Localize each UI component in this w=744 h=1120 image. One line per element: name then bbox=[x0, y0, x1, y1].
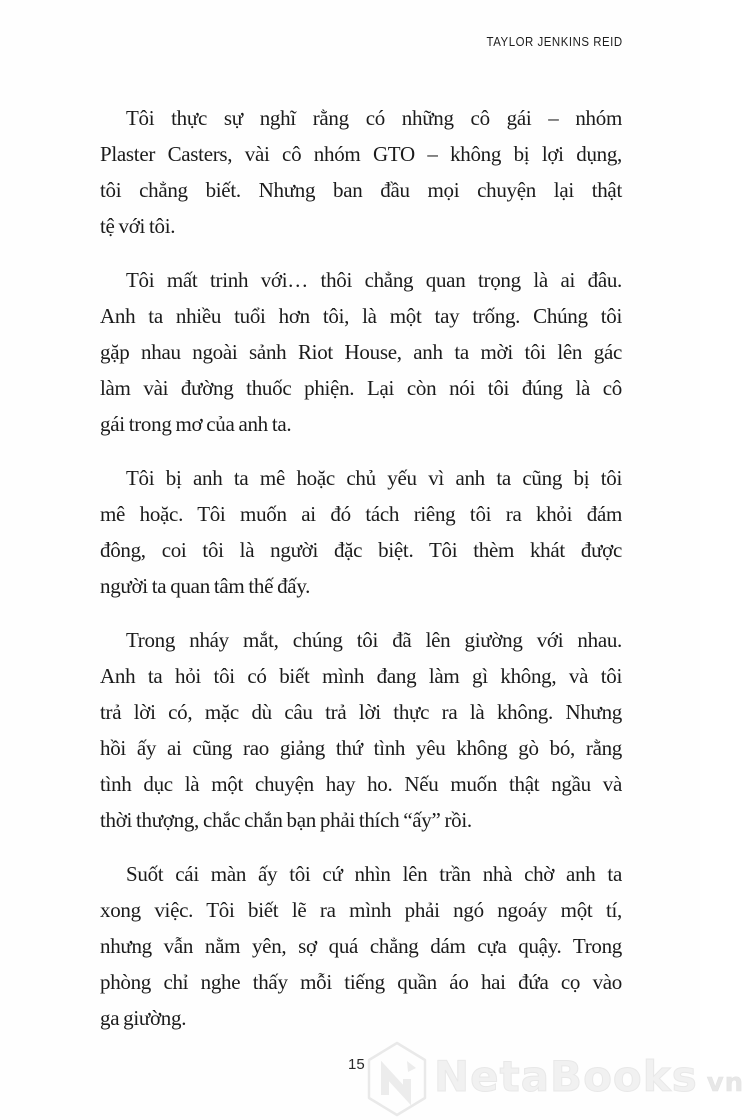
text-line: Anh ta hỏi tôi có biết mình đang làm gì không, và tôi bbox=[100, 664, 622, 688]
text-line: trả lời có, mặc dù câu trả lời thực ra là không. Nhưng bbox=[100, 700, 622, 724]
text-line: Trong nháy mắt, chúng tôi đã lên giường với nhau. bbox=[126, 628, 622, 652]
page-number: 15 bbox=[348, 1056, 365, 1073]
text-line: ga giường. bbox=[100, 1006, 187, 1030]
netabooks-wordmark bbox=[434, 1052, 744, 1101]
text-line: xong việc. Tôi biết lẽ ra mình phải ngó ngoáy một tí, bbox=[100, 898, 622, 922]
paragraph-2 bbox=[100, 262, 622, 442]
text-line: gái trong mơ của anh ta. bbox=[100, 412, 292, 436]
text-line: thời thượng, chắc chắn bạn phải thích “ấy” rồi. bbox=[100, 808, 472, 832]
text-line: Tôi thực sự nghĩ rằng có những cô gái – nhóm bbox=[126, 106, 622, 130]
text-line: gặp nhau ngoài sảnh Riot House, anh ta mời tôi lên gác bbox=[100, 340, 622, 364]
text-line: tôi chẳng biết. Nhưng ban đầu mọi chuyện lại thật bbox=[100, 178, 622, 202]
text-line: người ta quan tâm thế đấy. bbox=[100, 574, 311, 598]
text-line: tệ với tôi. bbox=[100, 214, 176, 238]
paragraph-4 bbox=[100, 622, 622, 838]
text-line: mê hoặc. Tôi muốn ai đó tách riêng tôi ra khỏi đám bbox=[100, 502, 622, 526]
netabooks-domain-suffix: vn bbox=[706, 1068, 744, 1098]
text-line: Suốt cái màn ấy tôi cứ nhìn lên trần nhà chờ anh ta bbox=[126, 862, 622, 886]
paragraph-1 bbox=[100, 100, 622, 244]
text-line: làm vài đường thuốc phiện. Lại còn nói tôi đúng là cô bbox=[100, 376, 622, 400]
text-line: Tôi bị anh ta mê hoặc chủ yếu vì anh ta cũng bị tôi bbox=[126, 466, 622, 490]
text-line: phòng chỉ nghe thấy mỗi tiếng quần áo hai đứa cọ vào bbox=[100, 970, 622, 994]
text-line: đông, coi tôi là người đặc biệt. Tôi thèm khát được bbox=[100, 538, 622, 562]
text-line: tình dục là một chuyện hay ho. Nếu muốn thật ngầu và bbox=[100, 772, 622, 796]
text-line: Anh ta nhiều tuổi hơn tôi, là một tay trống. Chúng tôi bbox=[100, 304, 622, 328]
text-line: nhưng vẫn nằm yên, sợ quá chẳng dám cựa quậy. Trong bbox=[100, 934, 622, 958]
body-text bbox=[100, 100, 622, 1054]
paragraph-3 bbox=[100, 460, 622, 604]
paragraph-5 bbox=[100, 856, 622, 1036]
netabooks-brand-text: NetaBooks bbox=[434, 1052, 698, 1101]
text-line: Tôi mất trinh với… thôi chẳng quan trọng là ai đâu. bbox=[126, 268, 622, 292]
text-line: hồi ấy ai cũng rao giảng thứ tình yêu không gò bó, rằng bbox=[100, 736, 622, 760]
running-header-author: TAYLOR JENKINS REID bbox=[486, 34, 623, 49]
text-line: Plaster Casters, vài cô nhóm GTO – không bị lợi dụng, bbox=[100, 142, 622, 166]
